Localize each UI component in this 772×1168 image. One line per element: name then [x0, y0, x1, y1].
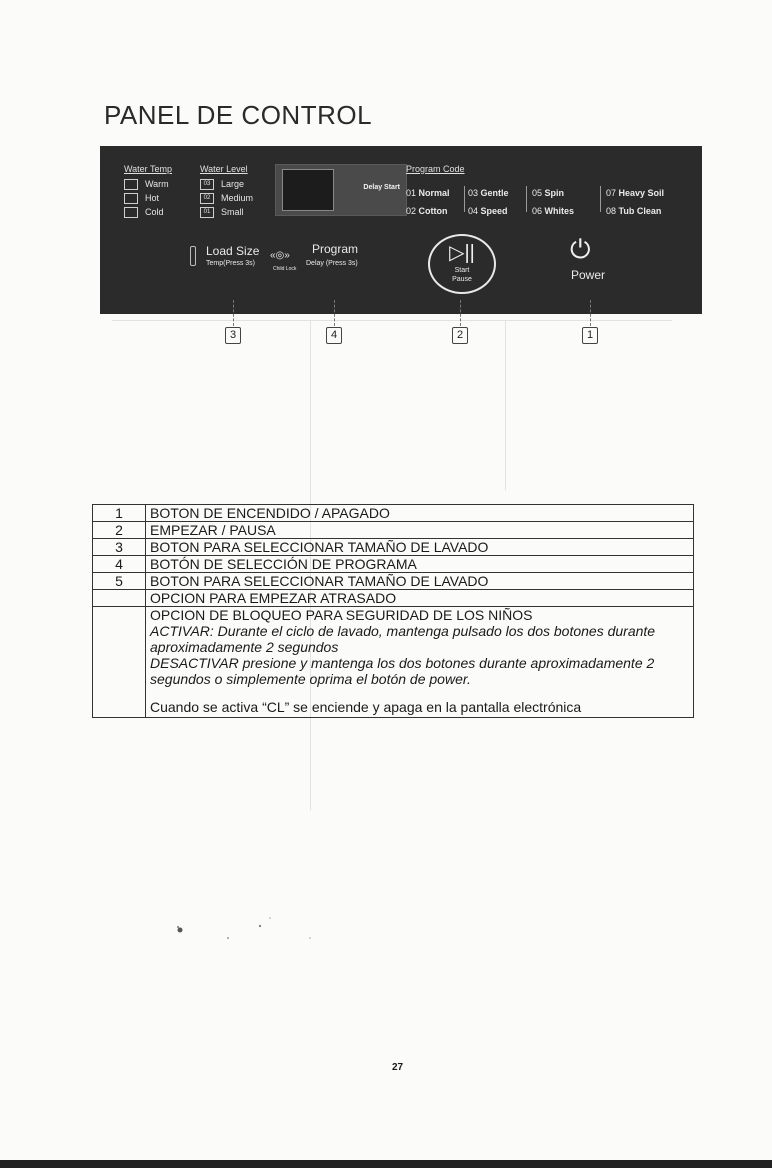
row-text: OPCION PARA EMPEZAR ATRASADO [146, 590, 694, 607]
row-number: 1 [93, 505, 146, 522]
legend-table [92, 504, 694, 718]
level-code: 02 [200, 193, 214, 204]
callout-1: 1 [582, 327, 598, 344]
divider [600, 186, 601, 212]
program-code-item: 04 Speed [468, 206, 508, 216]
program-code-item: 07 Heavy Soil [606, 188, 665, 198]
table-row [93, 590, 694, 607]
table-row [93, 607, 694, 718]
program-code-item: 06 Whites [532, 206, 575, 216]
row-text: BOTON PARA SELECCIONAR TAMAÑO DE LAVADO [146, 539, 694, 556]
callout-leader [233, 300, 234, 326]
table-row [93, 522, 694, 539]
water-level-small: 01 Small [200, 207, 244, 218]
program-sub: Delay (Press 3s) [306, 260, 358, 267]
row-number: 2 [93, 522, 146, 539]
indicator-icon [124, 179, 138, 190]
delay-start-label: Delay Start [363, 184, 400, 191]
indicator-icon [124, 193, 138, 204]
program-code-item: 03 Gentle [468, 188, 509, 198]
cl-display-note: Cuando se activa “CL” se enciende y apaga en la pantalla electrónica [150, 699, 582, 715]
row-text: BOTÓN DE SELECCIÓN DE PROGRAMA [146, 556, 694, 573]
indicator-icon [124, 207, 138, 218]
callout-4: 4 [326, 327, 342, 344]
level-code: 03 [200, 179, 214, 190]
table-row [93, 539, 694, 556]
bleed-through-heading [616, 106, 619, 120]
load-size-sub: Temp(Press 3s) [206, 260, 256, 267]
water-level-large: 03 Large [200, 179, 244, 190]
program-code-item: 01 Normal [406, 188, 450, 198]
power-label: Power [571, 268, 606, 282]
scan-specks [170, 900, 330, 950]
row-number [93, 607, 146, 718]
program-code-item: 05 Spin [532, 188, 565, 198]
divider [464, 186, 465, 212]
activate-instructions: ACTIVAR: Durante el ciclo de lavado, mantenga pulsado los dos botones durante aproximadamente 2 segundos [150, 623, 656, 655]
row-number [93, 590, 146, 607]
start-pause-button [428, 234, 496, 294]
row-number: 4 [93, 556, 146, 573]
play-pause-icon: ▷|| [449, 242, 475, 264]
digital-display [275, 164, 407, 216]
child-lock-heading: OPCION DE BLOQUEO PARA SEGURIDAD DE LOS NIÑOS [150, 607, 533, 623]
water-temp-cold: Cold [124, 207, 164, 218]
row-text: BOTON DE ENCENDIDO / APAGADO [146, 505, 694, 522]
bleed-through-line [112, 320, 672, 321]
page-title: PANEL DE CONTROL [104, 100, 373, 130]
power-icon: ⏻ [570, 234, 591, 264]
callout-leader [460, 300, 461, 326]
load-size-label: Load Size [206, 244, 260, 258]
row-number: 5 [93, 573, 146, 590]
table-row [93, 505, 694, 522]
page-number: 27 [392, 1062, 404, 1073]
level-code: 01 [200, 207, 214, 218]
water-temp-hot: Hot [124, 193, 159, 204]
program-code-item: 08 Tub Clean [606, 206, 662, 216]
program-code-item: 02 Cotton [406, 206, 448, 216]
program-label: Program [312, 242, 359, 256]
callout-leader [334, 300, 335, 326]
water-temp-warm: Warm [124, 179, 169, 190]
child-lock-description [146, 607, 694, 718]
water-level-header: Water Level [200, 164, 248, 174]
callout-leader [590, 300, 591, 326]
water-level-medium: 02 Medium [200, 193, 253, 204]
callout-2: 2 [452, 327, 468, 344]
divider [526, 186, 527, 212]
row-number: 3 [93, 539, 146, 556]
child-lock-icon: «◎» [270, 250, 290, 261]
scan-edge [0, 1160, 772, 1168]
row-text: EMPEZAR / PAUSA [146, 522, 694, 539]
deactivate-instructions: DESACTIVAR presione y mantenga los dos botones durante aproximadamente 2 segundos o simplemente oprima el botón de power. [150, 655, 655, 687]
table-row [93, 556, 694, 573]
display-screen [282, 169, 334, 211]
table-row [93, 573, 694, 590]
pause-label: Pause [452, 276, 472, 283]
callout-3: 3 [225, 327, 241, 344]
control-panel-illustration [100, 146, 702, 314]
child-lock-label: Child Lock [273, 266, 297, 272]
row-text: BOTON PARA SELECCIONAR TAMAÑO DE LAVADO [146, 573, 694, 590]
start-label: Start [454, 267, 470, 274]
bleed-through-line [505, 320, 506, 490]
temp-indicator-icon [190, 246, 196, 266]
program-code-header: Program Code [406, 164, 465, 174]
water-temp-header: Water Temp [124, 164, 173, 174]
